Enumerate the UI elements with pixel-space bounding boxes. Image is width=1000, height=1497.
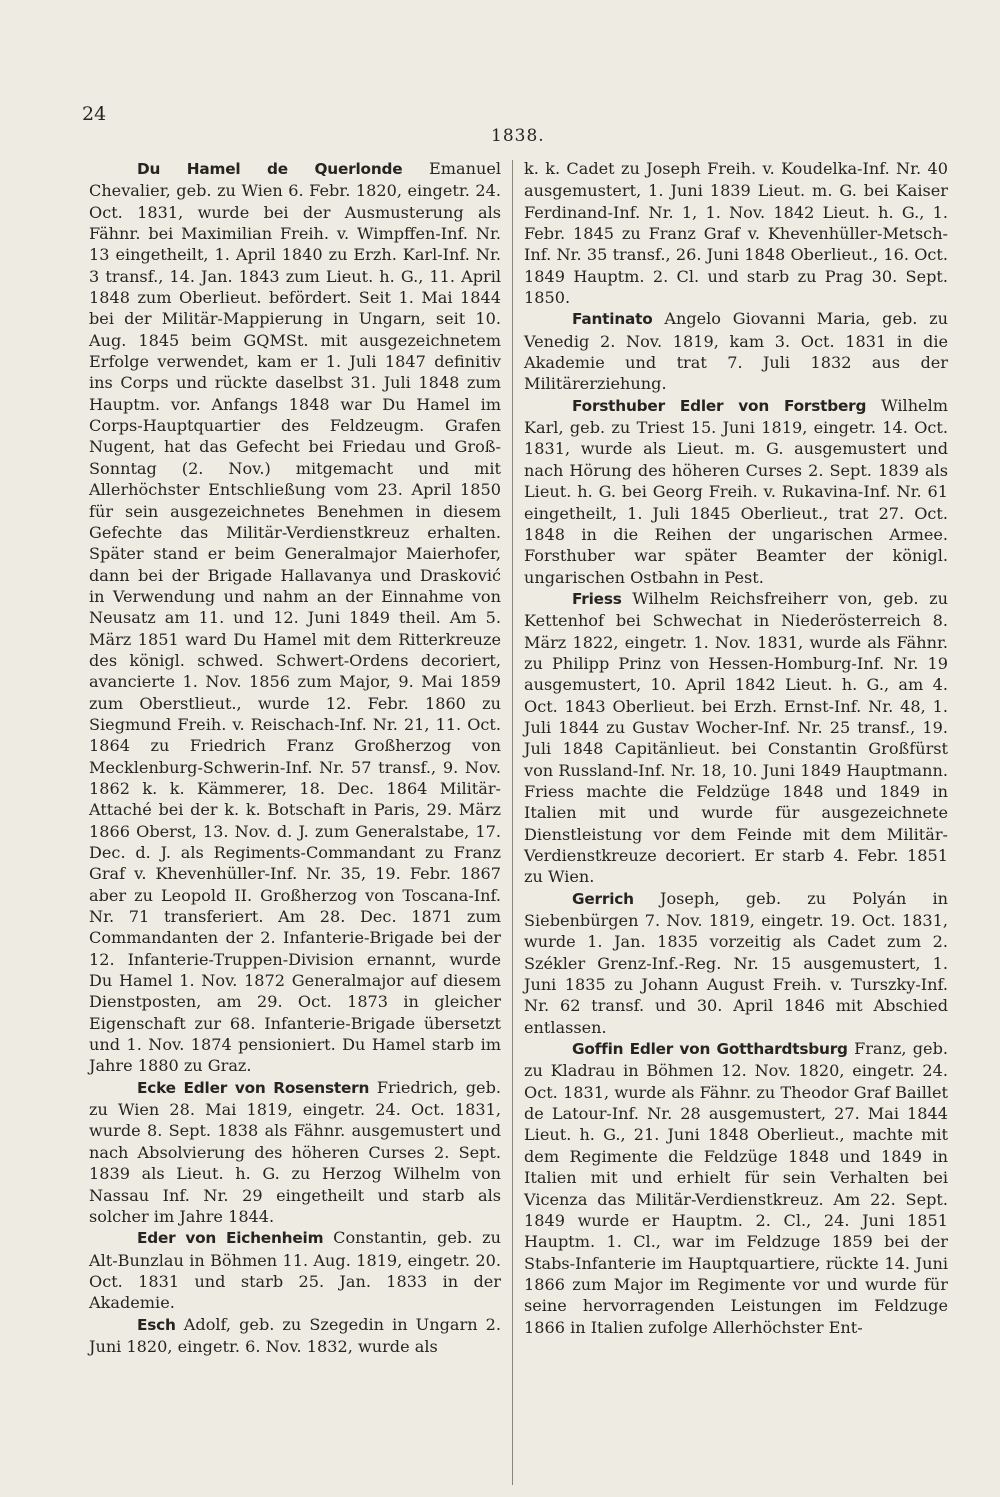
- entry-name: Gerrich: [572, 889, 634, 908]
- biography-entry: [524, 1038, 948, 1338]
- column-divider: [512, 160, 513, 1485]
- entry-text: Adolf, geb. zu Szegedin in Ungarn 2. Juni 1820, eingetr. 6. Nov. 1832, wurde als: [89, 1314, 501, 1356]
- biography-entry: [89, 1077, 501, 1227]
- entry-text: Wilhelm Reichsfreiherr von, geb. zu Kettenhof bei Schwechat in Niederösterreich 8. März 1822, eingetr. 1. Nov. 1831, wurde als Fähnr. zu Philipp Prinz von Hessen-Homburg-Inf. Nr. 19 ausgemustert, 10. April 1842 Lieut. h. G., am 4. Oct. 1843 Oberlieut. bei Erzh. Ernst-Inf. Nr. 48, 1. Juli 1844 zu Gustav Wocher-Inf. Nr. 25 transf., 19. Juli 1848 Capitänlieut. bei Constantin Großfürst von Russland-Inf. Nr. 18, 10. Juni 1849 Hauptmann. Friess machte die Feldzüge 1848 und 1849 in Italien mit und wurde für ausgezeichnete Dienstleistung vor dem Feinde mit dem Militär-Verdienstkreuze decoriert. Er starb 4. Febr. 1851 zu Wien.: [524, 588, 948, 887]
- right-column: [524, 158, 948, 1338]
- running-header-year: 1838.: [491, 126, 545, 146]
- entry-text: Friedrich, geb. zu Wien 28. Mai 1819, eingetr. 24. Oct. 1831, wurde 8. Sept. 1838 als Fähnr. ausgemustert und nach Absolvierung des höheren Curses 2. Sept. 1839 als Lieut. h. G. zu Herzog Wilhelm von Nassau Inf. Nr. 29 eingetheilt und starb als solcher im Jahre 1844.: [89, 1077, 501, 1226]
- biography-entry: [524, 588, 948, 888]
- entry-text: Franz, geb. zu Kladrau in Böhmen 12. Nov. 1820, eingetr. 24. Oct. 1831, wurde als Fähnr. zu Theodor Graf Baillet de Latour-Inf. Nr. 28 ausgemustert, 27. Mai 1844 Lieut. h. G., 21. Juni 1848 Oberlieut., machte mit dem Regimente die Feldzüge 1848 und 1849 in Italien mit und erhielt für sein Verhalten bei Vicenza das Militär-Verdienstkreuz. Am 22. Sept. 1849 wurde er Hauptm. 2. Cl., 24. Juni 1851 Hauptm. 1. Cl., war im Feldzuge 1859 bei der Stabs-Infanterie im Hauptquartiere, rückte 14. Juni 1866 zum Major im Regimente vor und wurde für seine hervorragenden Leistungen im Feldzuge 1866 in Italien zufolge Allerhöchster Ent-: [524, 1039, 948, 1337]
- entry-name: Fantinato: [572, 310, 653, 329]
- biography-entry: [524, 308, 948, 394]
- entry-name: Friess: [572, 589, 622, 608]
- biography-entry: [524, 888, 948, 1038]
- entry-name: Du Hamel de Querlonde: [137, 160, 403, 178]
- entry-text: Constantin, geb. zu Alt-Bunzlau in Böhmen 11. Aug. 1819, eingetr. 20. Oct. 1831 und starb 25. Jan. 1833 in der Akademie.: [89, 1228, 501, 1313]
- entry-text: Wilhelm Karl, geb. zu Triest 15. Juni 1819, eingetr. 14. Oct. 1831, wurde als Lieut. m. G. ausgemustert und nach Hörung des höheren Curses 2. Sept. 1839 als Lieut. h. G. bei Georg Freih. v. Rukavina-Inf. Nr. 61 eingetheilt, 1. Juli 1845 Oberlieut., trat 27. Oct. 1848 in die Reihen der ungarischen Armee. Forsthuber war später Beamter der königl. ungarischen Ostbahn in Pest.: [524, 395, 948, 587]
- entry-name: Forsthuber Edler von Forstberg: [572, 396, 867, 415]
- entry-text: Emanuel Chevalier, geb. zu Wien 6. Febr. 1820, eingetr. 24. Oct. 1831, wurde bei der Ausmusterung als Fähnr. bei Maximilian Freih. v. Wimpffen-Inf. Nr. 13 eingetheilt, 1. April 1840 zu Erzh. Karl-Inf. Nr. 3 transf., 14. Jan. 1843 zum Lieut. h. G., 11. April 1848 zum Oberlieut. befördert. Seit 1. Mai 1844 bei der Militär-Mappierung in Ungarn, seit 10. Aug. 1845 beim GQMSt. mit ausgezeichnetem Erfolge verwendet, kam er 1. Juli 1847 definitiv ins Corps und rückte daselbst 31. Juli 1848 zum Hauptm. vor. Anfangs 1848 war Du Hamel im Corps-Hauptquartier des Feldzeugm. Grafen Nugent, hat das Gefecht bei Friedau und Groß-Sonntag (2. Nov.) mitgemacht und mit Allerhöchster Entschließung vom 23. April 1850 für sein ausgezeichnetes Benehmen in diesem Gefechte das Militär-Verdienstkreuz erhalten. Später stand er beim Generalmajor Maierhofer, dann bei der Brigade Hallavanya und Drasković in Verwendung und nahm an der Einnahme von Neusatz am 11. und 12. Juni 1849 theil. Am 5. März 1851 ward Du Hamel mit dem Ritterkreuze des königl. schwed. Schwert-Ordens decoriert, avancierte 1. Nov. 1856 zum Major, 9. Mai 1859 zum Oberstlieut., wurde 12. Febr. 1860 zu Siegmund Freih. v. Reischach-Inf. Nr. 21, 11. Oct. 1864 zu Friedrich Franz Großherzog von Mecklenburg-Schwerin-Inf. Nr. 57 transf., 9. Nov. 1862 k. k. Kämmerer, 18. Dec. 1864 Militär-Attaché bei der k. k. Botschaft in Paris, 29. März 1866 Oberst, 13. Nov. d. J. zum Generalstabe, 17. Dec. d. J. als Regiments-Commandant zu Franz Graf v. Khevenhüller-Inf. Nr. 35, 19. Febr. 1867 aber zu Leopold II. Großherzog von Toscana-Inf. Nr. 71 transferiert. Am 28. Dec. 1871 zum Commandanten der 2. Infanterie-Brigade bei der 12. Infanterie-Truppen-Division ernannt, wurde Du Hamel 1. Nov. 1872 Generalmajor auf diesem Dienstposten, am 29. Oct. 1873 in gleicher Eigenschaft zur 68. Infanterie-Brigade übersetzt und 1. Nov. 1874 pensioniert. Du Hamel starb im Jahre 1880 zu Graz.: [89, 159, 502, 1076]
- biography-entry: [524, 395, 948, 588]
- entry-text: Joseph, geb. zu Polyán in Siebenbürgen 7. Nov. 1819, eingetr. 19. Oct. 1831, wurde 1. Jan. 1835 vorzeitig als Cadet zum 2. Székler Grenz-Inf.-Reg. Nr. 15 ausgemustert, 1. Juni 1835 zu Johann August Freih. v. Turszky-Inf. Nr. 62 transf. und 30. April 1846 mit Abschied entlassen.: [524, 888, 948, 1037]
- entry-text: Angelo Giovanni Maria, geb. zu Venedig 2. Nov. 1819, kam 3. Oct. 1831 in die Akademie und trat 7. Juli 1832 aus der Militärerziehung.: [524, 309, 948, 394]
- entry-name: Ecke Edler von Rosenstern: [137, 1078, 370, 1097]
- biography-entry: [89, 1227, 501, 1313]
- entry-text: k. k. Cadet zu Joseph Freih. v. Koudelka-Inf. Nr. 40 ausgemustert, 1. Juni 1839 Lieut. m. G. bei Kaiser Ferdinand-Inf. Nr. 1, 1. Nov. 1842 Lieut. h. G., 1. Febr. 1845 zu Franz Graf v. Khevenhüller-Metsch-Inf. Nr. 35 transf., 26. Juni 1848 Oberlieut., 16. Oct. 1849 Hauptm. 2. Cl. und starb zu Prag 30. Sept. 1850.: [524, 159, 948, 308]
- biography-entry: [89, 158, 501, 1077]
- entry-name: Eder von Eichenheim: [137, 1229, 324, 1248]
- entry-name: Goffin Edler von Gotthardtsburg: [572, 1040, 848, 1059]
- biography-entry: [89, 1314, 501, 1358]
- biography-entry-continued: [524, 158, 948, 308]
- left-column: [89, 158, 501, 1357]
- entry-name: Esch: [137, 1315, 176, 1334]
- page-number: 24: [82, 103, 107, 125]
